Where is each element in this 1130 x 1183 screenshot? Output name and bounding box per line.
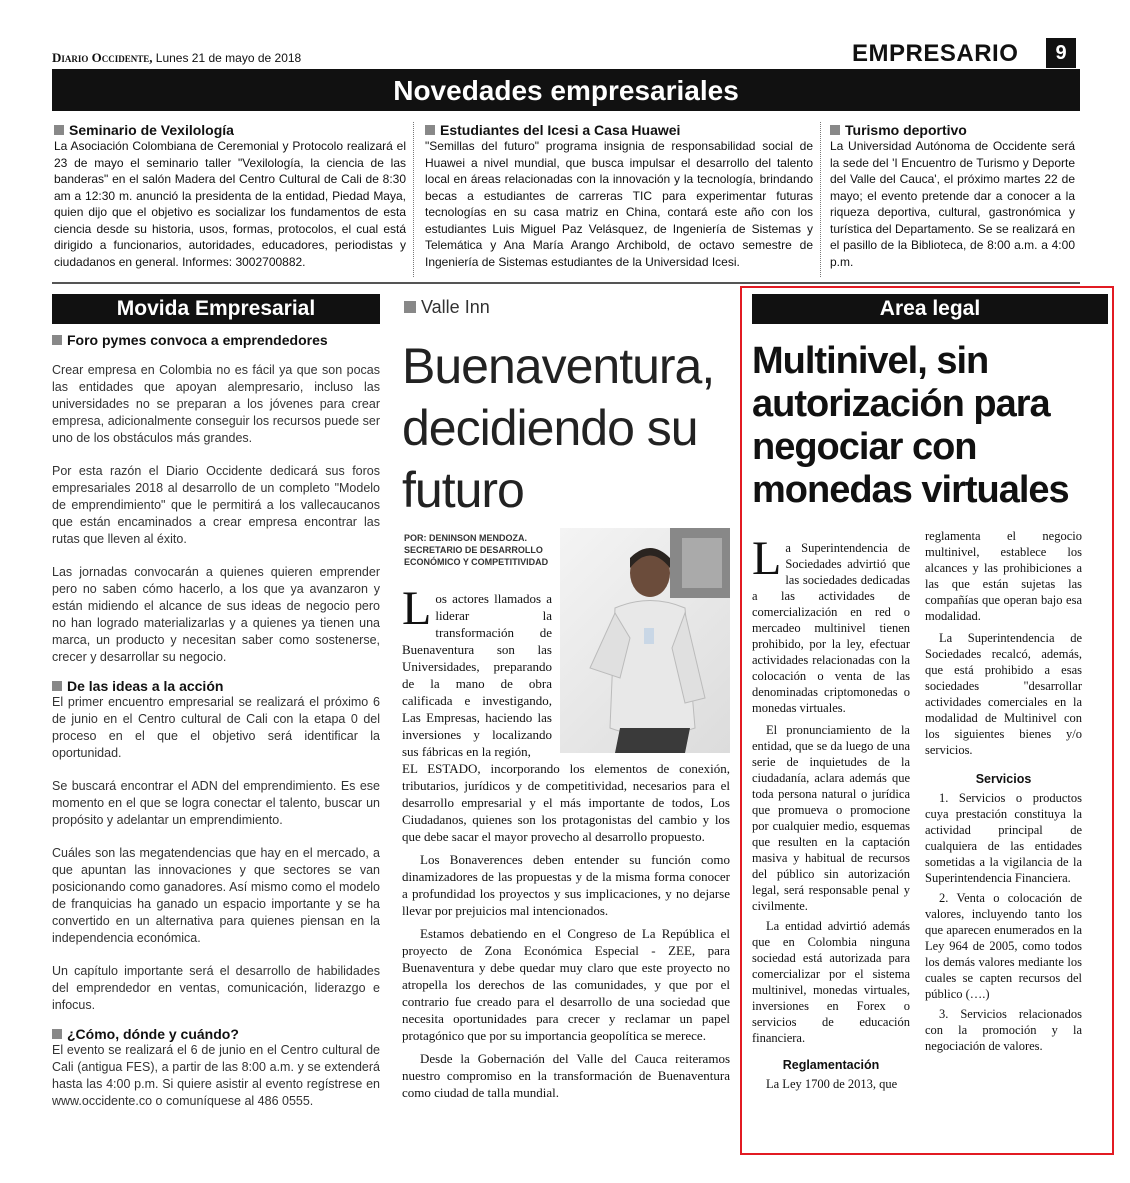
movida-paragraph: Las jornadas convocarán a quienes quieren emprender pero no saben cómo hacerlo, a los que ya avanzaron y están midiendo el alcance de sus ideas de negocio pero no han logrado materializarlas y a quienes ya tienen una marca, un producto y necesitan saber como sostenerse, crecer y desarrollar su negocio.: [52, 565, 380, 664]
movida-paragraph: Se buscará encontrar el ADN del emprendimiento. Es ese momento en el que se logra conectar el talento, buscar un propósito y adelantar un emprendimiento.: [52, 779, 380, 827]
legal-paragraph: La entidad advirtió además que en Colombia ninguna sociedad está autorizada para comercializar por el sistema multinivel, monedas virtuales, inversiones en Forex o servicios de educación financiera.: [752, 919, 910, 1045]
valle-byline: POR: DENINSON MENDOZA. SECRETARIO DE DESARROLLO ECONÓMICO Y COMPETITIVIDAD: [404, 533, 549, 567]
novedad-heading: Estudiantes del Icesi a Casa Huawei: [425, 122, 813, 138]
valle-paragraph: Desde la Gobernación del Valle del Cauca reiteramos nuestro compromiso en la transformación de Buenaventura como ciudad de talla mundial.: [402, 1051, 730, 1100]
divider-dotted: [413, 122, 414, 277]
legal-paragraph: El pronunciamiento de la entidad, que se da luego de una serie de inquietudes de la ciudadanía, aclara además que toda persona natural o jurídica que promueva o promocione por cualquier medio, esquemas que resulten en la captación masiva y habitual de recursos del público sin autorización legal, será responsable penal y civilmente.: [752, 723, 910, 913]
valle-article: [402, 582, 730, 1101]
bullet-square-icon: [54, 125, 64, 135]
movida-paragraph: Por esta razón el Diario Occidente dedicará sus foros empresariales 2018 al desarrollo de un completo "Modelo de emprendimiento" que le permitirá a los vallecaucanos que están encaminados a crear empresa encontrar las rutas que lleven al éxito.: [52, 464, 380, 546]
novedad-heading: Seminario de Vexilología: [54, 122, 406, 138]
area-legal-col1: [752, 532, 910, 1092]
paper-name: Diario Occidente,: [52, 50, 153, 65]
legal-paragraph: 2. Venta o colocación de valores, incluyendo tanto los que aparecen enumerados en la Ley 964 de 2005, como todos los demás valores mediante los cuales se capten recursos del público (….): [925, 891, 1082, 1001]
valle-paragraph: Los actores llamados a liderar la transformación de Buenaventura son las Universidades, preparando de la mano de obra calificada e investigando, Las Empresas, haciendo las inversiones y localizando sus fábricas en la región,: [402, 582, 552, 759]
bullet-square-icon: [404, 301, 416, 313]
bullet-square-icon: [425, 125, 435, 135]
novedad-item-2: [425, 122, 813, 270]
valle-headline: Buenaventura, decidiendo su futuro: [402, 338, 715, 518]
issue-date: Lunes 21 de mayo de 2018: [155, 51, 302, 65]
novedad-text: "Semillas del futuro" programa insignia de responsabilidad social de Huawei a nivel mundial, que busca impulsar el desarrollo del talento local en áreas relacionadas con la innovación y la tecnología, brindando becas a estudiantes de carreras TIC para experimentar futuras tecnologías en su casa matriz en China, contará este año con los estudiantes Luis Miguel Paz Velásquez, de Ingeniería de Sistemas y Telemática y Ana María Arango Archibold, de octavo semestre de Ingeniería de Sistemas estudiantes de la Universidad Icesi.: [425, 139, 813, 269]
novedad-text: La Universidad Autónoma de Occidente será la sede del 'I Encuentro de Turismo y Deporte del Valle del Cauca', el próximo martes 22 de mayo; el evento pretende dar a conocer a la riqueza deportiva, cultural, gastronómica y turística del Departamento. Se se realizará en el pasillo de la Biblioteca, de 8:00 a.m. a 4:00 p.m.: [830, 139, 1075, 269]
novedad-text: La Asociación Colombiana de Ceremonial y Protocolo realizará el 23 de mayo el seminario taller "Vexilología, la ciencia de las banderas" en el salón Madera del Centro Cultural de Cali de 8:30 am a 12:30 m. anunció la presidenta de la entidad, Piedad Maya, quien dijo que el objetivo es socializar los fundamentos de esta ciencia desde su historia, usos, formas, protocolos, el cual está dirigido a funcionarios, autoridades, educadores, periodistas y ciudadanos en general. Informes: 3002700882.: [54, 139, 406, 269]
movida-paragraph: El evento se realizará el 6 de junio en el Centro cultural de Cali (antigua FES), a partir de las 8:00 a.m. y se extenderá hasta las 4:00 p.m. Si quiere asistir al evento regístrese en www.occidente.co o comuníquese al 486 0555.: [52, 1043, 380, 1108]
legal-paragraph: La Superintendencia de Sociedades advirtió que las sociedades dedicadas a las actividades de comercialización en red o mercadeo multinivel tienen prohibido, por la ley, efectuar actividades relacionadas con la colocación o venta de las denominadas criptomonedas o monedas virtuales.: [752, 532, 910, 715]
masthead-paper-line: [52, 50, 301, 66]
legal-paragraph: La Superintendencia de Sociedades recalcó, además, que está prohibido a esas sociedades "desarrollar actividades comerciales en la modalidad de Multinivel con los siguientes bienes y/o servicios.: [925, 631, 1082, 757]
novedad-item-3: [830, 122, 1075, 270]
valle-paragraph: Los Bonaverences deben entender su función como dinamizadores de las propuestas y de la misma forma conocer a profundidad los proyectos y sus implicaciones, y no dejarse llevar por prejuicios mal intencionados.: [402, 852, 730, 918]
area-legal-col2: [925, 528, 1082, 1054]
movida-paragraph: Crear empresa en Colombia no es fácil ya que son pocas las entidades que apoyan alempresario, incluso las universidades no se preparan a los jóvenes para crear empresa, adicionalmente conseguir los recursos puede ser uno de los obstáculos más grandes.: [52, 363, 380, 445]
bullet-square-icon: [830, 125, 840, 135]
bullet-square-icon: [52, 681, 62, 691]
section-name: EMPRESARIO: [852, 40, 1019, 67]
bullet-square-icon: [52, 335, 62, 345]
legal-subhead: Reglamentación: [782, 1058, 880, 1072]
novedades-bottom-rule: [52, 282, 1080, 284]
movida-column: [52, 332, 380, 1110]
legal-paragraph: 3. Servicios relacionados con la promoción y la negociación de valores.: [925, 1007, 1082, 1053]
area-legal-banner: Area legal: [752, 294, 1108, 324]
movida-banner: Movida Empresarial: [52, 294, 380, 324]
page-number: 9: [1046, 38, 1076, 68]
novedad-item-1: [54, 122, 406, 270]
valle-kicker: Valle Inn: [404, 297, 490, 318]
legal-paragraph: reglamenta el negocio multinivel, establece los alcances y las prohibiciones a las que están sujetas las compañías que operan bajo esa modalidad.: [925, 529, 1082, 623]
movida-paragraph: Cuáles son las megatendencias que hay en el mercado, a que apuntan las innovaciones y que sectores se van posicionando como ganadores. Así mismo como el modelo de franquicias ha ganado un espacio importante y se ha convertido en un alternativa para quienes piensan en la independencia económica.: [52, 846, 380, 945]
movida-subhead: ¿Cómo, dónde y cuándo?: [52, 1026, 380, 1042]
movida-paragraph: Un capítulo importante será el desarrollo de habilidades del emprendedor en ventas, comunicación, liderazgo e infocus.: [52, 964, 380, 1012]
divider-dotted: [820, 122, 821, 277]
area-legal-headline: Multinivel, sin autorización para negociar con monedas virtuales: [752, 340, 1069, 511]
legal-paragraph: La Ley 1700 de 2013, que: [766, 1077, 898, 1091]
movida-subhead: Foro pymes convoca a emprendedores: [52, 332, 380, 348]
movida-paragraph: El primer encuentro empresarial se realizará el próximo 6 de junio en el Centro cultural de Cali con la etapa 0 del proceso en el que el objetivo será identificar la oportunidad.: [52, 695, 380, 760]
valle-paragraph: EL ESTADO, incorporando los elementos de conexión, tributarios, jurídicos y de competitividad, necesarios para el desarrollo empresarial y el más importante de todos, Los Ciudadanos, quienes son los protagonistas del cambio y los que debe sacar el mayor provecho al desarrollo propuesto.: [402, 761, 730, 844]
bullet-square-icon: [52, 1029, 62, 1039]
novedad-heading: Turismo deportivo: [830, 122, 1075, 138]
novedades-banner: Novedades empresariales: [52, 71, 1080, 111]
legal-subhead: Servicios: [975, 772, 1032, 786]
legal-paragraph: 1. Servicios o productos cuya prestación constituya la actividad principal de cualquiera de las entidades sometidas a la vigilancia de la Superintendencia Financiera.: [925, 791, 1082, 885]
valle-paragraph: Estamos debatiendo en el Congreso de La República el proyecto de Zona Económica Especial - ZEE, para Buenaventura y debe quedar muy claro que este proyecto no atropella los derechos de las comunidades, y que por el contrario fue creado para el desarrollo de una sociedad que necesita oportunidades para crecer y reclamar un papel protagónico que por su importancia geopolítica se merece.: [402, 926, 730, 1043]
movida-subhead: De las ideas a la acción: [52, 678, 380, 694]
